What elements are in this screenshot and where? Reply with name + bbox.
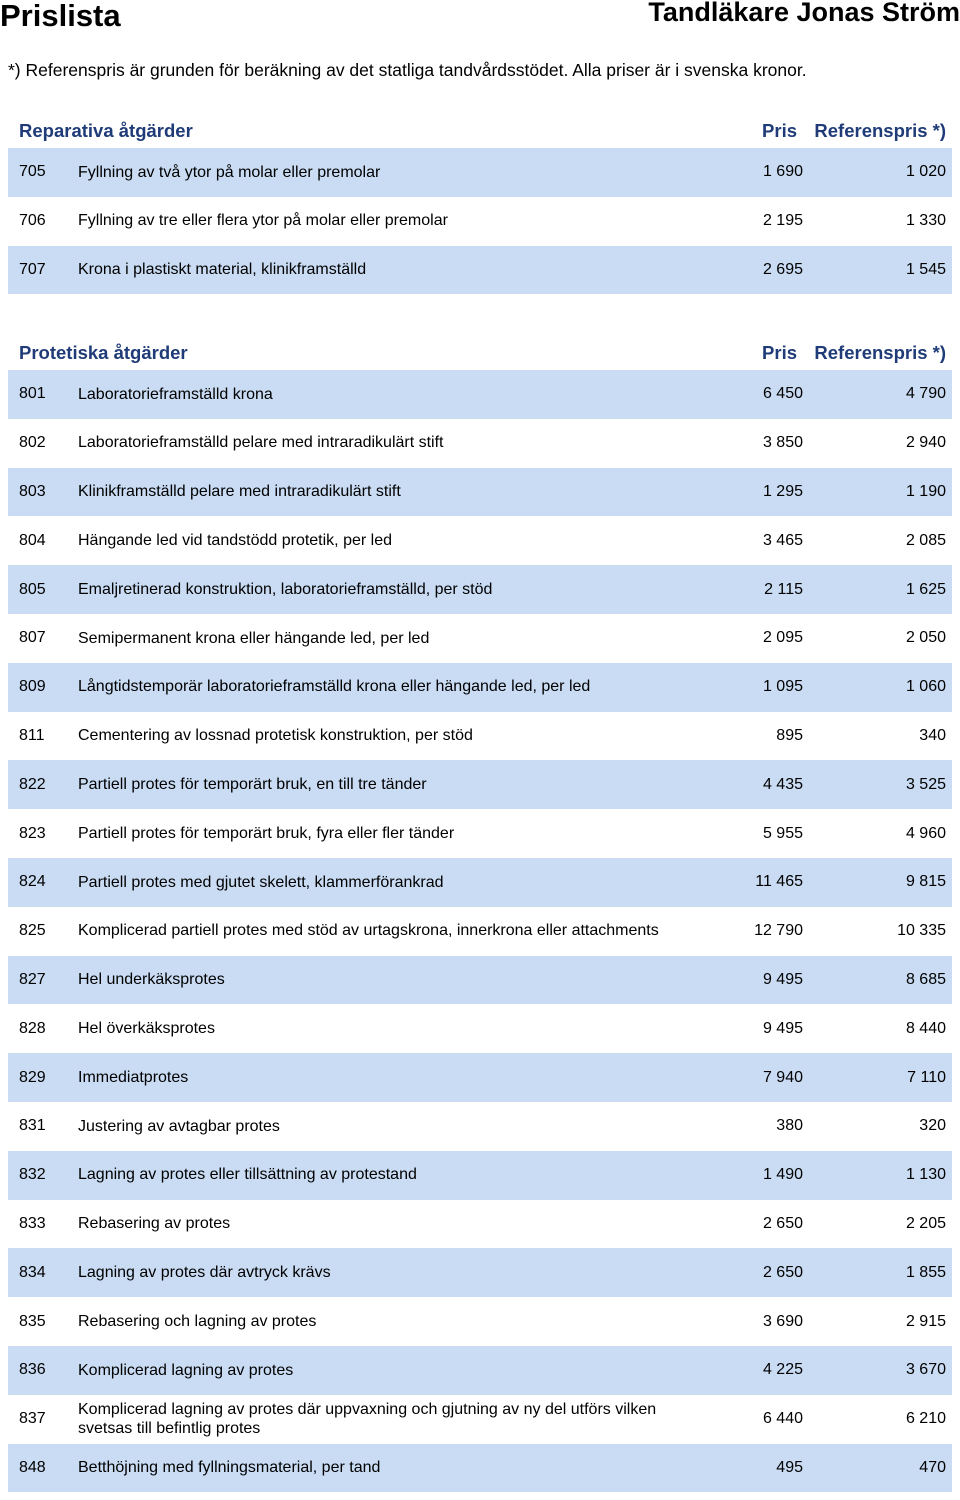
treatment-description: Laboratorieframställd krona [78,385,273,403]
treatment-code: 706 [19,212,46,230]
treatment-code: 824 [19,873,46,891]
price-value: 2 695 [762,260,803,278]
reference-price-value: 2 205 [905,1214,946,1232]
table-row [8,1346,952,1395]
table-row [8,1102,952,1151]
treatment-description: Rebasering av protes [78,1215,231,1233]
treatment-code: 802 [19,434,46,452]
treatment-code: 803 [19,482,46,500]
treatment-code: 848 [19,1458,46,1476]
price-value: 2 650 [762,1263,803,1281]
reference-price-value: 2 050 [905,629,946,647]
price-value: 2 095 [762,629,803,647]
treatment-description: Komplicerad lagning av protes där uppvaxning och gjutning av ny del utförs vilken svetsas till befintlig protes [78,1400,657,1438]
table-row [8,614,952,663]
treatment-description: Lagning av protes eller tillsättning av protestand [78,1166,417,1184]
price-value: 2 650 [762,1214,803,1232]
section-title: Reparativa åtgärder [19,120,193,141]
treatment-description: Emaljretinerad konstruktion, laboratorieframställd, per stöd [78,580,493,598]
treatment-description: Betthöjning med fyllningsmaterial, per tand [78,1459,381,1477]
section-protetiska [8,336,952,1492]
clinic-name: Tandläkare Jonas Ström [648,0,960,27]
price-value: 1 295 [762,482,803,500]
price-value: 9 495 [762,1019,803,1037]
price-value: 3 690 [762,1312,803,1330]
treatment-description: Fyllning av två ytor på molar eller premolar [78,163,381,181]
price-value: 1 490 [762,1166,803,1184]
price-value: 495 [776,1458,803,1476]
table-row [8,246,952,295]
table-row [8,712,952,761]
reference-price-value: 1 060 [905,678,946,696]
treatment-code: 811 [19,726,45,744]
price-column-header: Pris [762,120,797,141]
table-row [8,1444,952,1493]
table-row [8,419,952,468]
reference-price-value: 10 335 [897,922,946,940]
treatment-description: Klinikframställd pelare med intraradikulärt stift [78,483,401,501]
table-row [8,809,952,858]
reference-price-value: 1 625 [905,580,946,598]
reference-price-value: 2 085 [905,531,946,549]
treatment-description: Partiell protes för temporärt bruk, en till tre tänder [78,776,427,794]
price-value: 380 [776,1117,803,1135]
table-row [8,1297,952,1346]
treatment-code: 823 [19,824,46,842]
treatment-code: 805 [19,580,46,598]
treatment-code: 707 [19,260,46,278]
treatment-description: Komplicerad partiell protes med stöd av urtagskrona, innerkrona eller attachments [78,922,659,940]
price-value: 2 195 [762,212,803,230]
treatment-description: Hängande led vid tandstödd protetik, per led [78,532,392,550]
price-value: 4 435 [762,775,803,793]
table-row [8,370,952,419]
reference-price-value: 340 [919,726,946,744]
table-row [8,858,952,907]
treatment-description: Krona i plastiskt material, klinikframställd [78,261,367,279]
treatment-code: 801 [19,385,46,403]
table-row [8,148,952,197]
treatment-code: 831 [19,1117,46,1135]
treatment-description: Cementering av lossnad protetisk konstruktion, per stöd [78,727,473,745]
treatment-description: Partiell protes med gjutet skelett, klammerförankrad [78,873,444,891]
price-value: 9 495 [762,970,803,988]
treatment-code: 836 [19,1361,46,1379]
reference-price-value: 470 [919,1458,946,1476]
price-value: 11 465 [755,873,803,891]
reference-price-value: 3 525 [905,775,946,793]
treatment-description: Laboratorieframställd pelare med intraradikulärt stift [78,434,444,452]
price-value: 12 790 [754,922,803,940]
treatment-code: 804 [19,531,46,549]
treatment-code: 809 [19,678,46,696]
reference-price-value: 3 670 [905,1361,946,1379]
price-value: 2 115 [764,580,803,598]
treatment-code: 827 [19,970,46,988]
section-header [8,114,952,148]
reference-price-value: 1 190 [905,482,946,500]
treatment-code: 822 [19,775,46,793]
table-row [8,663,952,712]
treatment-code: 829 [19,1068,46,1086]
price-value: 3 465 [762,531,803,549]
treatment-description: Semipermanent krona eller hängande led, per led [78,629,430,647]
price-value: 4 225 [762,1361,803,1379]
treatment-description: Lagning av protes där avtryck krävs [78,1263,331,1281]
reference-price-value: 8 440 [905,1019,946,1037]
treatment-code: 832 [19,1166,46,1184]
table-row [8,565,952,614]
price-value: 6 440 [762,1410,803,1428]
reference-price-value: 4 960 [905,824,946,842]
treatment-code: 825 [19,922,46,940]
reference-price-column-header: Referenspris *) [814,342,946,363]
price-column-header: Pris [762,342,797,363]
reference-price-value: 6 210 [905,1410,946,1428]
treatment-code: 807 [19,629,46,647]
price-value: 6 450 [762,385,803,403]
table-row [8,907,952,956]
reference-price-value: 320 [919,1117,946,1135]
table-row [8,1053,952,1102]
reference-price-value: 1 545 [905,260,946,278]
reference-price-value: 2 940 [905,434,946,452]
reference-note: *) Referenspris är grunden för beräkning av det statliga tandvårdsstödet. Alla priser är i svenska kronor. [8,60,807,80]
treatment-code: 828 [19,1019,46,1037]
reference-price-value: 4 790 [905,385,946,403]
treatment-description: Partiell protes för temporärt bruk, fyra eller fler tänder [78,824,455,842]
page-title: Prislista [0,0,121,33]
table-row [8,1395,952,1444]
price-value: 3 850 [762,434,803,452]
treatment-description: Hel överkäksprotes [78,1020,215,1037]
treatment-description: Fyllning av tre eller flera ytor på molar eller premolar [78,212,448,230]
treatment-description: Rebasering och lagning av protes [78,1312,317,1330]
table-row [8,516,952,565]
reference-price-column-header: Referenspris *) [814,120,946,141]
reference-price-value: 2 915 [905,1312,946,1330]
table-row [8,468,952,517]
price-value: 895 [776,726,803,744]
reference-price-value: 1 330 [905,212,946,230]
table-row [8,197,952,246]
treatment-code: 835 [19,1312,46,1330]
table-row [8,1004,952,1053]
table-row [8,1200,952,1249]
price-table [8,370,952,1492]
reference-price-value: 8 685 [905,970,946,988]
treatment-description: Immediatprotes [78,1068,189,1086]
treatment-description: Komplicerad lagning av protes [78,1361,294,1379]
table-row [8,1151,952,1200]
reference-price-value: 9 815 [905,873,946,891]
table-row [8,956,952,1005]
treatment-code: 834 [19,1263,46,1281]
treatment-description: Långtidstemporär laboratorieframställd krona eller hängande led, per led [78,678,591,696]
reference-price-value: 1 855 [905,1263,946,1281]
section-title: Protetiska åtgärder [19,342,188,363]
table-row [8,760,952,809]
table-row [8,1248,952,1297]
treatment-code: 705 [19,163,46,181]
price-value: 7 940 [762,1068,803,1086]
treatment-description: Justering av avtagbar protes [78,1117,280,1135]
price-value: 1 690 [762,163,803,181]
price-table [8,148,952,294]
section-reparativa [8,114,952,294]
treatment-code: 837 [19,1410,46,1428]
reference-price-value: 1 020 [905,163,946,181]
treatment-description: Hel underkäksprotes [78,971,225,989]
price-value: 1 095 [762,678,803,696]
price-value: 5 955 [762,824,803,842]
section-header [8,336,952,370]
treatment-code: 833 [19,1214,46,1232]
reference-price-value: 7 110 [907,1068,946,1086]
reference-price-value: 1 130 [905,1166,946,1184]
